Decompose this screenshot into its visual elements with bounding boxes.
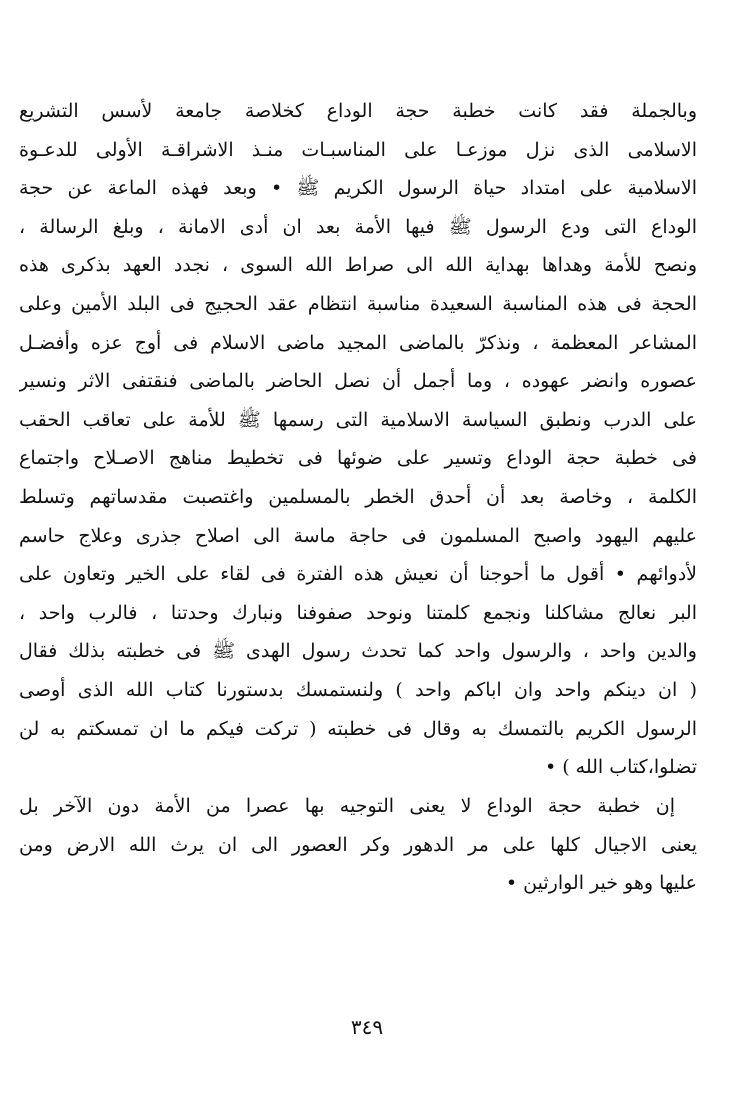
text-line: ( ان دينكم واحد وان اباكم واحد ) ولنستمسك بدستورنا كتاب الله الذى أوصى — [19, 678, 697, 701]
text-line: عصوره وانضر عهوده ، وما أجمل أن نصل الحاضر بالماضى فنقتفى الاثر ونسير — [19, 370, 697, 393]
text-line: إن خطبة حجة الوداع لا يعنى التوجيه بها عصرا من الأمة دون الآخر بل — [19, 795, 675, 817]
text-line: عليهم اليهود واصبح المسلمون فى حاجة ماسة الى اصلاح جذرى وعلاج حاسم — [19, 524, 697, 547]
text-line: لأدوائهم • أقول ما أحوجنا أن نعيش هذه الفترة فى لقاء على الخير وتعاون على — [19, 563, 697, 586]
text-line: وبالجملة فقد كانت خطبة حجة الوداع كخلاصة جامعة لأسس التشريع — [19, 100, 697, 122]
text-line: الاسلامى الذى نزل موزعـا على المناسبـات منـذ الاشراقـة الأولى للدعـوة — [19, 138, 697, 161]
text-line: فى خطبة حجة الوداع وتسير على ضوئها فى تخطيط مناهج الاصـلاح واجتماع — [19, 447, 697, 470]
text-line: الوداع التى ودع الرسول ﷺ فيها الأمة بعد ان أدى الامانة ، وبلغ الرسالة ، — [19, 215, 697, 238]
text-line: المشاعر المعظمة ، ونذكرّ بالماضى المجيد ماضى الاسلام فى أوج عزه وأفضـل — [19, 331, 697, 354]
text-line: الرسول الكريم بالتمسك به وقال فى خطبته ( تركت فيكم ما ان تمسكتم به لن — [19, 717, 697, 740]
text-line: على الدرب ونطبق السياسة الاسلامية التى رسمها ﷺ للأمة على تعاقب الحقب — [19, 408, 697, 431]
text-line: الحجة فى هذه المناسبة السعيدة مناسبة انتظام عقد الحجيج فى البلد الأمين وعلى — [19, 292, 697, 315]
page-number: ٣٤٩ — [350, 1015, 384, 1039]
text-line: الاسلامية على امتداد حياة الرسول الكريم ﷺ • وبعد فهذه الماعة عن حجة — [19, 177, 697, 200]
text-line: تضلوا،كتاب الله ) • — [544, 756, 697, 779]
text-line: ونصح للأمة وهداها بهداية الله الى صراط الله السوى ، نجدد العهد بذكرى هذه — [19, 254, 697, 277]
paragraph-2 — [19, 787, 697, 903]
text-line: والدين واحد ، والرسول واحد كما تحدث رسول الهدى ﷺ فى خطبته بذلك فقال — [19, 640, 697, 663]
text-line: يعنى الاجيال كلها على مر الدهور وكر العصور الى ان يرث الله الارض ومن — [19, 833, 697, 856]
text-line: البر نعالج مشاكلنا ونجمع كلمتنا ونوحد صفوفنا ونبارك وحدتنا ، فالرب واحد ، — [19, 601, 697, 624]
text-line: الكلمة ، وخاصة بعد أن أحدق الخطر بالمسلمين واغتصبت مقدساتهم وتسلط — [19, 485, 697, 508]
text-line: عليها وهو خير الوارثين • — [505, 872, 697, 895]
paragraph-1 — [19, 92, 697, 787]
